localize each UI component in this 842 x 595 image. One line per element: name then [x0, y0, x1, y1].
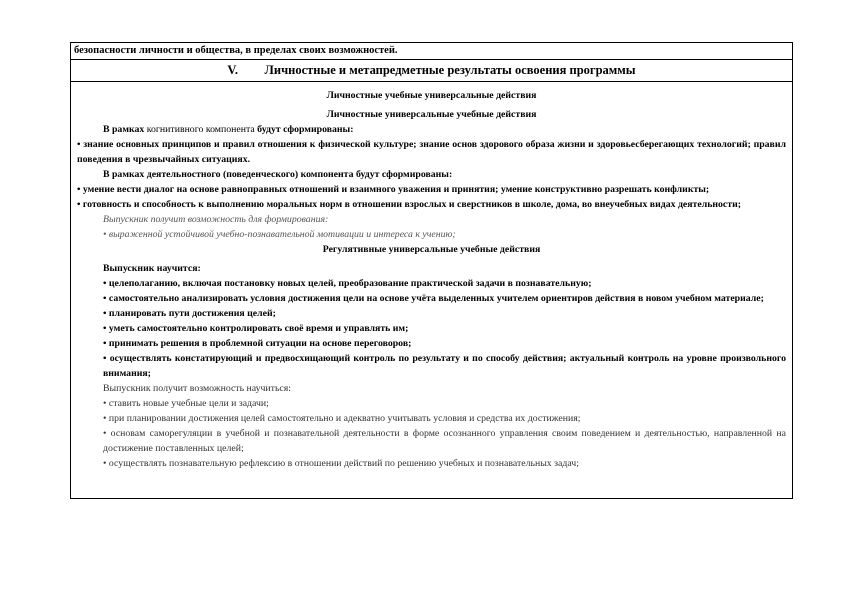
optional-item: • выраженной устойчивой учебно-познавательной мотивации и интереса к учению;: [103, 229, 456, 240]
regulatory-optional-item-4: • осуществлять познавательную рефлексию в отношении действий по решению учебных и познавательных задач;: [103, 458, 579, 469]
cognitive-intro: В рамках когнитивного компонента будут сформированы:: [103, 124, 354, 135]
section-body: [71, 82, 792, 471]
heading-personal-ud: Личностные учебные универсальные действия: [326, 90, 537, 101]
document-table: [70, 42, 793, 499]
regulatory-optional-item-1: • ставить новые учебные цели и задачи;: [103, 398, 269, 409]
section-title: Личностные и метапредметные результаты освоения программы: [264, 63, 636, 77]
regulatory-intro: Выпускник научится:: [103, 263, 201, 274]
regulatory-item-4: • уметь самостоятельно контролировать своё время и управлять им;: [103, 323, 409, 334]
section-heading: [71, 60, 792, 82]
regulatory-item-6: • осуществлять констатирующий и предвосхищающий контроль по результату и по способу действия; актуальный контроль на уровне произвольного внимания;: [103, 353, 786, 379]
heading-personal-uud: Личностные универсальные учебные действия: [326, 109, 537, 120]
section-number: V.: [227, 63, 238, 77]
regulatory-optional-item-3: • основам саморегуляции в учебной и познавательной деятельности в форме осознанного управления своим поведением и деятельностью, направленной на достижение поставленных целей;: [103, 428, 786, 454]
regulatory-optional-item-2: • при планировании достижения целей самостоятельно и адекватно учитывать условия и средства их достижения;: [103, 413, 581, 424]
top-row-text: безопасности личности и общества, в пределах своих возможностей.: [71, 43, 792, 60]
regulatory-item-1: • целеполаганию, включая постановку новых целей, преобразование практической задачи в познавательную;: [103, 278, 592, 289]
heading-regulatory-uud: Регулятивные универсальные учебные действия: [322, 244, 541, 255]
optional-intro: Выпускник получит возможность для формирования:: [103, 214, 329, 225]
cognitive-item: • знание основных принципов и правил отношения к физической культуре; знание основ здорового образа жизни и здоровьесберегающих технологий; правил поведения в чрезвычайных ситуациях.: [77, 139, 786, 165]
regulatory-item-5: • принимать решения в проблемной ситуации на основе переговоров;: [103, 338, 412, 349]
activity-item-2: • готовность и способность к выполнению моральных норм в отношении взрослых и сверстников в школе, дома, во внеучебных видах деятельности;: [77, 199, 741, 210]
regulatory-optional-intro: Выпускник получит возможность научиться:: [103, 383, 291, 394]
regulatory-item-3: • планировать пути достижения целей;: [103, 308, 276, 319]
activity-intro: В рамках деятельностного (поведенческого) компонента будут сформированы:: [103, 169, 453, 180]
activity-item-1: • умение вести диалог на основе равноправных отношений и взаимного уважения и принятия; умение конструктивно разрешать конфликты;: [77, 184, 710, 195]
regulatory-item-2: • самостоятельно анализировать условия достижения цели на основе учёта выделенных учителем ориентиров действия в новом учебном материале;: [103, 293, 764, 304]
